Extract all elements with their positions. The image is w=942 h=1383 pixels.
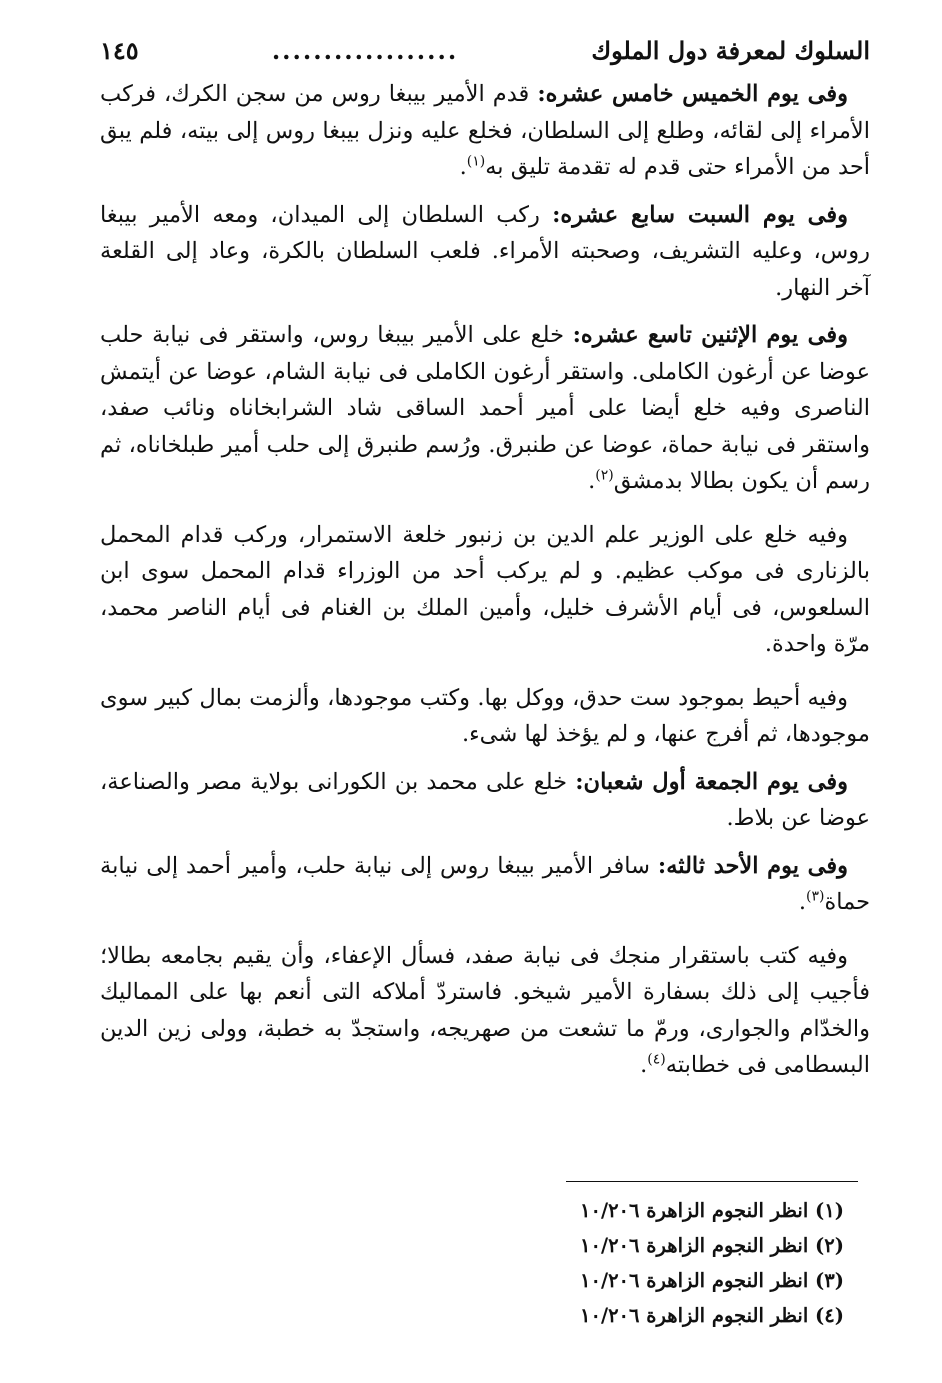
page-number: ١٤٥ [100,35,139,65]
book-title: السلوك لمعرفة دول الملوك [591,35,870,65]
paragraph-end: . [588,468,596,494]
footnote-item: (٢) انظر النجوم الزاهرة ١٠/٢٠٦ [580,1234,844,1257]
footnote-marker: (٤) [647,1051,666,1068]
paragraph-lead: وفى يوم الجمعة أول شعبان: [575,768,848,795]
paragraph-body: خلع على الأمير بيبغا روس، واستقر فى نيابة حلب عوضا عن أرغون الكاملى. واستقر أرغون الكاملى فى نيابة الشام، عوضا عن أيتمش الناصرى وفيه خلع أيضا على أمير أحمد الساقى شاد الشرابخاناه ونائب صفد، واستقر فى نيابة حماة، عوضا عن طنبرق. ورُسم طنبرق إلى حلب أمير طبلخاناه، ثم رسم أن يكون بطالا بدمشق [100,322,870,494]
running-header [100,28,870,72]
header-leader-dots: .................. [271,35,459,65]
paragraph-lead: وفى يوم السبت سابع عشره: [552,201,848,228]
footnotes-list [524,1193,844,1333]
footnote-marker: (٣) [805,888,825,905]
footnote-item: (١) انظر النجوم الزاهرة ١٠/٢٠٦ [580,1199,844,1222]
footnote-marker: (١) [466,153,486,170]
paragraph-8 [100,938,870,1084]
footnote-divider [566,1181,858,1182]
footnote-item: (٣) انظر النجوم الزاهرة ١٠/٢٠٦ [580,1269,844,1292]
footnote-item: (٤) انظر النجوم الزاهرة ١٠/٢٠٦ [580,1304,844,1327]
paragraph-5 [100,680,870,753]
paragraph-4 [100,517,870,663]
paragraph-end: . [459,154,467,180]
paragraph-body: خلع على محمد بن الكورانى بولاية مصر والصناعة، عوضا عن بلاط. [100,768,870,831]
paragraph-2 [100,197,870,307]
footnote-marker: (٢) [595,467,614,484]
paragraph-body: سافر الأمير بيبغا روس إلى نيابة حلب، وأمير أحمد إلى نيابة حماة [100,852,870,915]
paragraph-end: . [640,1052,648,1078]
paragraph-7 [100,848,870,921]
paragraph-3 [100,317,870,500]
paragraph-6 [100,764,870,837]
paragraph-body: وفيه كتب باستقرار منجك فى نيابة صفد، فسأل الإعفاء، وأن يقيم بجامعه بطالا؛ فأجيب إلى ذلك بسفارة الأمير شيخو. فاستردّ أملاكه التى أنعم بها على المماليك والخدّام والجوارى، ورمّ ما تشعت من صهريجه، واستجدّ به خطبة، وولى زين الدين البسطامى فى خطابته [100,942,870,1078]
paragraph-body: وفيه خلع على الوزير علم الدين بن زنبور خلعة الاستمرار، وركب قدام المحمل بالزنارى فى موكب عظيم. و لم يركب أحد من الوزراء قدام المحمل سوى ابن السلعوس، فى أيام الأشرف خليل، وأمين الملك بن الغنام فى أيام الناصر محمد، مرّة واحدة. [100,521,870,657]
main-text [100,76,870,1101]
paragraph-lead: وفى يوم الخميس خامس عشره: [537,81,848,107]
paragraph-end: . [798,889,806,915]
paragraph-lead: وفى يوم الأحد ثالثه: [657,852,849,879]
paragraph-1 [100,76,870,186]
paragraph-body: ركب السلطان إلى الميدان، ومعه الأمير بيبغا روس، وعليه التشريف، وصحبته الأمراء. فلعب السلطان بالكرة، وعاد إلى القلعة آخر النهار. [100,201,870,301]
paragraph-body: وفيه أحيط بموجود ست حدق، ووكل بها. وكتب موجودها، وألزمت بمال كبير سوى موجودها، ثم أفرج عنها، و لم يؤخذ لها شىء. [100,684,870,747]
paragraph-body: قدم الأمير بيبغا روس من سجن الكرك، فركب الأمراء إلى لقائه، وطلع إلى السلطان، فخلع عليه ونزل بيبغا روس إلى بيته، فلم يبق أحد من الأمراء حتى قدم له تقدمة تليق به [100,81,870,180]
paragraph-lead: وفى يوم الإثنين تاسع عشره: [572,322,848,348]
